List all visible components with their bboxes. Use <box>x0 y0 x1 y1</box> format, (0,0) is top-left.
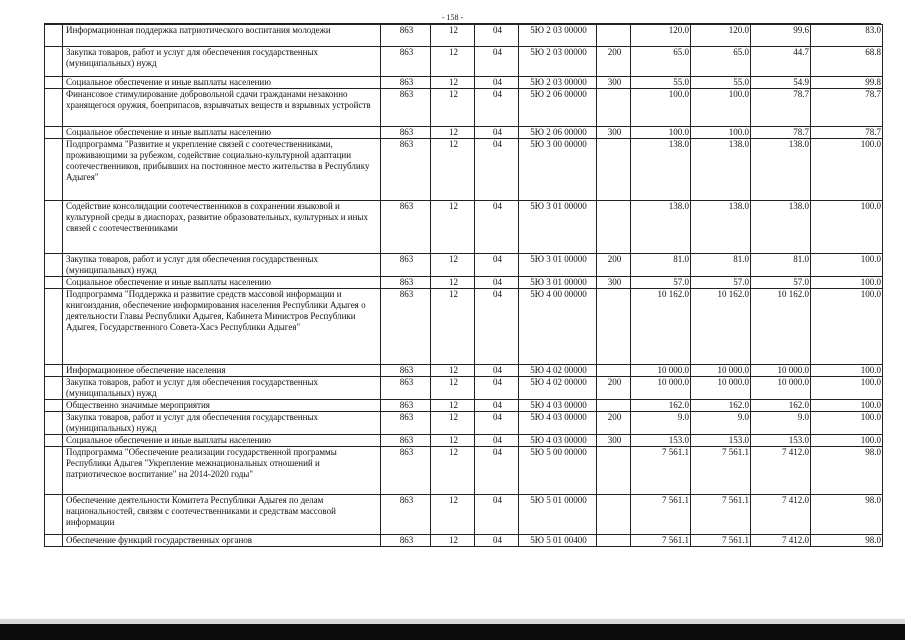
subsection-cell: 04 <box>475 201 519 254</box>
section-cell: 12 <box>431 435 475 447</box>
percent-cell: 100.0 <box>811 277 883 289</box>
planned-cell: 100.0 <box>691 89 751 127</box>
subsection-cell: 04 <box>475 47 519 77</box>
ved-cell: 863 <box>381 400 431 412</box>
percent-cell: 100.0 <box>811 365 883 377</box>
row-marker-cell <box>45 277 63 289</box>
planned-cell: 57.0 <box>691 277 751 289</box>
expense-type-cell: 300 <box>597 77 631 89</box>
section-cell: 12 <box>431 47 475 77</box>
approved-cell: 162.0 <box>631 400 691 412</box>
table-row <box>45 365 883 377</box>
percent-cell: 100.0 <box>811 254 883 277</box>
subsection-cell: 04 <box>475 289 519 365</box>
table-row <box>45 47 883 77</box>
target-article-cell: 5Ю 5 00 00000 <box>519 447 597 495</box>
table-row <box>45 77 883 89</box>
table-row <box>45 412 883 435</box>
percent-cell: 98.0 <box>811 447 883 495</box>
expense-type-cell: 300 <box>597 277 631 289</box>
section-cell: 12 <box>431 139 475 201</box>
percent-cell: 100.0 <box>811 139 883 201</box>
ved-cell: 863 <box>381 447 431 495</box>
approved-cell: 65.0 <box>631 47 691 77</box>
approved-cell: 138.0 <box>631 139 691 201</box>
target-article-cell: 5Ю 3 00 00000 <box>519 139 597 201</box>
target-article-cell: 5Ю 3 01 00000 <box>519 277 597 289</box>
executed-cell: 10 000.0 <box>751 365 811 377</box>
target-article-cell: 5Ю 4 02 00000 <box>519 377 597 400</box>
approved-cell: 7 561.1 <box>631 447 691 495</box>
subsection-cell: 04 <box>475 377 519 400</box>
percent-cell: 78.7 <box>811 127 883 139</box>
target-article-cell: 5Ю 2 03 00000 <box>519 25 597 47</box>
section-cell: 12 <box>431 25 475 47</box>
executed-cell: 54.9 <box>751 77 811 89</box>
ved-cell: 863 <box>381 495 431 535</box>
table-row <box>45 400 883 412</box>
ved-cell: 863 <box>381 201 431 254</box>
executed-cell: 10 000.0 <box>751 377 811 400</box>
approved-cell: 81.0 <box>631 254 691 277</box>
subsection-cell: 04 <box>475 447 519 495</box>
section-cell: 12 <box>431 201 475 254</box>
expense-type-cell <box>597 495 631 535</box>
percent-cell: 100.0 <box>811 400 883 412</box>
row-marker-cell <box>45 127 63 139</box>
subsection-cell: 04 <box>475 365 519 377</box>
subsection-cell: 04 <box>475 535 519 547</box>
planned-cell: 9.0 <box>691 412 751 435</box>
planned-cell: 153.0 <box>691 435 751 447</box>
table-row <box>45 254 883 277</box>
expense-type-cell <box>597 400 631 412</box>
row-name-cell: Подпрограмма "Обеспечение реализации государственной программы Республики Адыгея "Укрепление межнациональных отношений и патриотическое воспитание" на 2014-2020 годы" <box>63 447 381 495</box>
planned-cell: 81.0 <box>691 254 751 277</box>
section-cell: 12 <box>431 447 475 495</box>
expense-type-cell <box>597 289 631 365</box>
ved-cell: 863 <box>381 47 431 77</box>
target-article-cell: 5Ю 3 01 00000 <box>519 201 597 254</box>
approved-cell: 153.0 <box>631 435 691 447</box>
subsection-cell: 04 <box>475 25 519 47</box>
planned-cell: 10 162.0 <box>691 289 751 365</box>
target-article-cell: 5Ю 2 03 00000 <box>519 77 597 89</box>
section-cell: 12 <box>431 127 475 139</box>
ved-cell: 863 <box>381 365 431 377</box>
target-article-cell: 5Ю 2 03 00000 <box>519 47 597 77</box>
subsection-cell: 04 <box>475 127 519 139</box>
ved-cell: 863 <box>381 254 431 277</box>
target-article-cell: 5Ю 4 03 00000 <box>519 412 597 435</box>
planned-cell: 138.0 <box>691 201 751 254</box>
expense-type-cell: 200 <box>597 254 631 277</box>
target-article-cell: 5Ю 4 02 00000 <box>519 365 597 377</box>
executed-cell: 7 412.0 <box>751 535 811 547</box>
subsection-cell: 04 <box>475 412 519 435</box>
subsection-cell: 04 <box>475 77 519 89</box>
subsection-cell: 04 <box>475 495 519 535</box>
percent-cell: 68.8 <box>811 47 883 77</box>
section-cell: 12 <box>431 377 475 400</box>
percent-cell: 100.0 <box>811 435 883 447</box>
approved-cell: 138.0 <box>631 201 691 254</box>
percent-cell: 99.8 <box>811 77 883 89</box>
expense-type-cell <box>597 447 631 495</box>
row-marker-cell <box>45 412 63 435</box>
ved-cell: 863 <box>381 377 431 400</box>
planned-cell: 7 561.1 <box>691 447 751 495</box>
expense-type-cell: 200 <box>597 412 631 435</box>
row-name-cell: Обеспечение функций государственных органов <box>63 535 381 547</box>
planned-cell: 10 000.0 <box>691 377 751 400</box>
row-marker-cell <box>45 201 63 254</box>
percent-cell: 78.7 <box>811 89 883 127</box>
row-name-cell: Социальное обеспечение и иные выплаты населению <box>63 127 381 139</box>
target-article-cell: 5Ю 5 01 00400 <box>519 535 597 547</box>
ved-cell: 863 <box>381 289 431 365</box>
section-cell: 12 <box>431 365 475 377</box>
section-cell: 12 <box>431 495 475 535</box>
section-cell: 12 <box>431 289 475 365</box>
subsection-cell: 04 <box>475 277 519 289</box>
executed-cell: 153.0 <box>751 435 811 447</box>
ved-cell: 863 <box>381 89 431 127</box>
row-name-cell: Закупка товаров, работ и услуг для обеспечения государственных (муниципальных) нужд <box>63 377 381 400</box>
expense-type-cell <box>597 139 631 201</box>
row-name-cell: Содействие консолидации соотечественников в сохранении языковой и культурной среды в диаспорах, развитие образовательных, культурных и иных связей с соотечественниками <box>63 201 381 254</box>
subsection-cell: 04 <box>475 400 519 412</box>
approved-cell: 120.0 <box>631 25 691 47</box>
planned-cell: 10 000.0 <box>691 365 751 377</box>
planned-cell: 65.0 <box>691 47 751 77</box>
percent-cell: 83.0 <box>811 25 883 47</box>
target-article-cell: 5Ю 5 01 00000 <box>519 495 597 535</box>
executed-cell: 7 412.0 <box>751 447 811 495</box>
executed-cell: 9.0 <box>751 412 811 435</box>
subsection-cell: 04 <box>475 435 519 447</box>
section-cell: 12 <box>431 400 475 412</box>
executed-cell: 99.6 <box>751 25 811 47</box>
row-marker-cell <box>45 289 63 365</box>
expense-type-cell: 200 <box>597 47 631 77</box>
percent-cell: 100.0 <box>811 289 883 365</box>
ved-cell: 863 <box>381 435 431 447</box>
section-cell: 12 <box>431 412 475 435</box>
row-name-cell: Закупка товаров, работ и услуг для обеспечения государственных (муниципальных) нужд <box>63 412 381 435</box>
row-marker-cell <box>45 254 63 277</box>
row-name-cell: Обеспечение деятельности Комитета Республики Адыгея по делам национальностей, связям с соотечественниками и средствам массовой информации <box>63 495 381 535</box>
planned-cell: 162.0 <box>691 400 751 412</box>
row-name-cell: Социальное обеспечение и иные выплаты населению <box>63 435 381 447</box>
row-name-cell: Подпрограмма "Развитие и укрепление связей с соотечественниками, проживающими за рубежом, содействие социально-культурной адаптации соотечественников, прибывших на постоянное место жительства в Республику Адыгея" <box>63 139 381 201</box>
executed-cell: 162.0 <box>751 400 811 412</box>
expense-type-cell <box>597 25 631 47</box>
executed-cell: 81.0 <box>751 254 811 277</box>
row-marker-cell <box>45 447 63 495</box>
row-name-cell: Закупка товаров, работ и услуг для обеспечения государственных (муниципальных) нужд <box>63 254 381 277</box>
target-article-cell: 5Ю 4 00 00000 <box>519 289 597 365</box>
row-name-cell: Финансовое стимулирование добровольной сдачи гражданами незаконно хранящегося оружия, боеприпасов, взрывчатых веществ и взрывных устройств <box>63 89 381 127</box>
planned-cell: 55.0 <box>691 77 751 89</box>
executed-cell: 57.0 <box>751 277 811 289</box>
table-row <box>45 289 883 365</box>
percent-cell: 100.0 <box>811 201 883 254</box>
row-name-cell: Социальное обеспечение и иные выплаты населению <box>63 77 381 89</box>
approved-cell: 10 000.0 <box>631 377 691 400</box>
approved-cell: 100.0 <box>631 127 691 139</box>
row-marker-cell <box>45 495 63 535</box>
planned-cell: 100.0 <box>691 127 751 139</box>
percent-cell: 98.0 <box>811 495 883 535</box>
approved-cell: 55.0 <box>631 77 691 89</box>
table-row <box>45 495 883 535</box>
row-name-cell: Общественно значимые мероприятия <box>63 400 381 412</box>
table-row <box>45 127 883 139</box>
section-cell: 12 <box>431 277 475 289</box>
row-name-cell: Информационная поддержка патриотического воспитания молодежи <box>63 25 381 47</box>
approved-cell: 10 162.0 <box>631 289 691 365</box>
row-name-cell: Информационное обеспечение населения <box>63 365 381 377</box>
executed-cell: 78.7 <box>751 127 811 139</box>
ved-cell: 863 <box>381 139 431 201</box>
planned-cell: 7 561.1 <box>691 535 751 547</box>
section-cell: 12 <box>431 254 475 277</box>
row-name-cell: Закупка товаров, работ и услуг для обеспечения государственных (муниципальных) нужд <box>63 47 381 77</box>
row-name-cell: Социальное обеспечение и иные выплаты населению <box>63 277 381 289</box>
ved-cell: 863 <box>381 412 431 435</box>
subsection-cell: 04 <box>475 139 519 201</box>
table-row <box>45 435 883 447</box>
executed-cell: 10 162.0 <box>751 289 811 365</box>
expense-type-cell: 300 <box>597 127 631 139</box>
budget-table <box>44 24 883 547</box>
table-row <box>45 377 883 400</box>
target-article-cell: 5Ю 4 03 00000 <box>519 400 597 412</box>
expense-type-cell: 200 <box>597 377 631 400</box>
row-marker-cell <box>45 89 63 127</box>
planned-cell: 7 561.1 <box>691 495 751 535</box>
ved-cell: 863 <box>381 127 431 139</box>
subsection-cell: 04 <box>475 89 519 127</box>
table-row <box>45 447 883 495</box>
ved-cell: 863 <box>381 77 431 89</box>
percent-cell: 100.0 <box>811 412 883 435</box>
subsection-cell: 04 <box>475 254 519 277</box>
expense-type-cell <box>597 201 631 254</box>
executed-cell: 138.0 <box>751 139 811 201</box>
expense-type-cell <box>597 535 631 547</box>
page-number: - 158 - <box>441 13 464 22</box>
row-marker-cell <box>45 535 63 547</box>
executed-cell: 138.0 <box>751 201 811 254</box>
executed-cell: 78.7 <box>751 89 811 127</box>
percent-cell: 98.0 <box>811 535 883 547</box>
table-row <box>45 89 883 127</box>
approved-cell: 7 561.1 <box>631 495 691 535</box>
table-row <box>45 201 883 254</box>
expense-type-cell: 300 <box>597 435 631 447</box>
section-cell: 12 <box>431 535 475 547</box>
approved-cell: 10 000.0 <box>631 365 691 377</box>
percent-cell: 100.0 <box>811 377 883 400</box>
row-marker-cell <box>45 365 63 377</box>
ved-cell: 863 <box>381 535 431 547</box>
approved-cell: 100.0 <box>631 89 691 127</box>
executed-cell: 44.7 <box>751 47 811 77</box>
planned-cell: 120.0 <box>691 25 751 47</box>
expense-type-cell <box>597 89 631 127</box>
target-article-cell: 5Ю 2 06 00000 <box>519 89 597 127</box>
row-marker-cell <box>45 25 63 47</box>
approved-cell: 9.0 <box>631 412 691 435</box>
approved-cell: 7 561.1 <box>631 535 691 547</box>
row-marker-cell <box>45 77 63 89</box>
ved-cell: 863 <box>381 277 431 289</box>
section-cell: 12 <box>431 89 475 127</box>
target-article-cell: 5Ю 3 01 00000 <box>519 254 597 277</box>
ved-cell: 863 <box>381 25 431 47</box>
table-row <box>45 277 883 289</box>
expense-type-cell <box>597 365 631 377</box>
target-article-cell: 5Ю 4 03 00000 <box>519 435 597 447</box>
row-marker-cell <box>45 377 63 400</box>
row-marker-cell <box>45 139 63 201</box>
table-row <box>45 25 883 47</box>
table-row <box>45 139 883 201</box>
section-cell: 12 <box>431 77 475 89</box>
approved-cell: 57.0 <box>631 277 691 289</box>
row-marker-cell <box>45 435 63 447</box>
scan-edge <box>0 624 905 640</box>
executed-cell: 7 412.0 <box>751 495 811 535</box>
row-marker-cell <box>45 47 63 77</box>
row-name-cell: Подпрограмма "Поддержка и развитие средств массовой информации и книгоиздания, обеспечение информирования населения Республики Адыгея о деятельности Главы Республики Адыгея, Кабинета Министров Республики Адыгея, Государственного Совета-Хасэ Республики Адыгея" <box>63 289 381 365</box>
target-article-cell: 5Ю 2 06 00000 <box>519 127 597 139</box>
table-row <box>45 535 883 547</box>
row-marker-cell <box>45 400 63 412</box>
planned-cell: 138.0 <box>691 139 751 201</box>
